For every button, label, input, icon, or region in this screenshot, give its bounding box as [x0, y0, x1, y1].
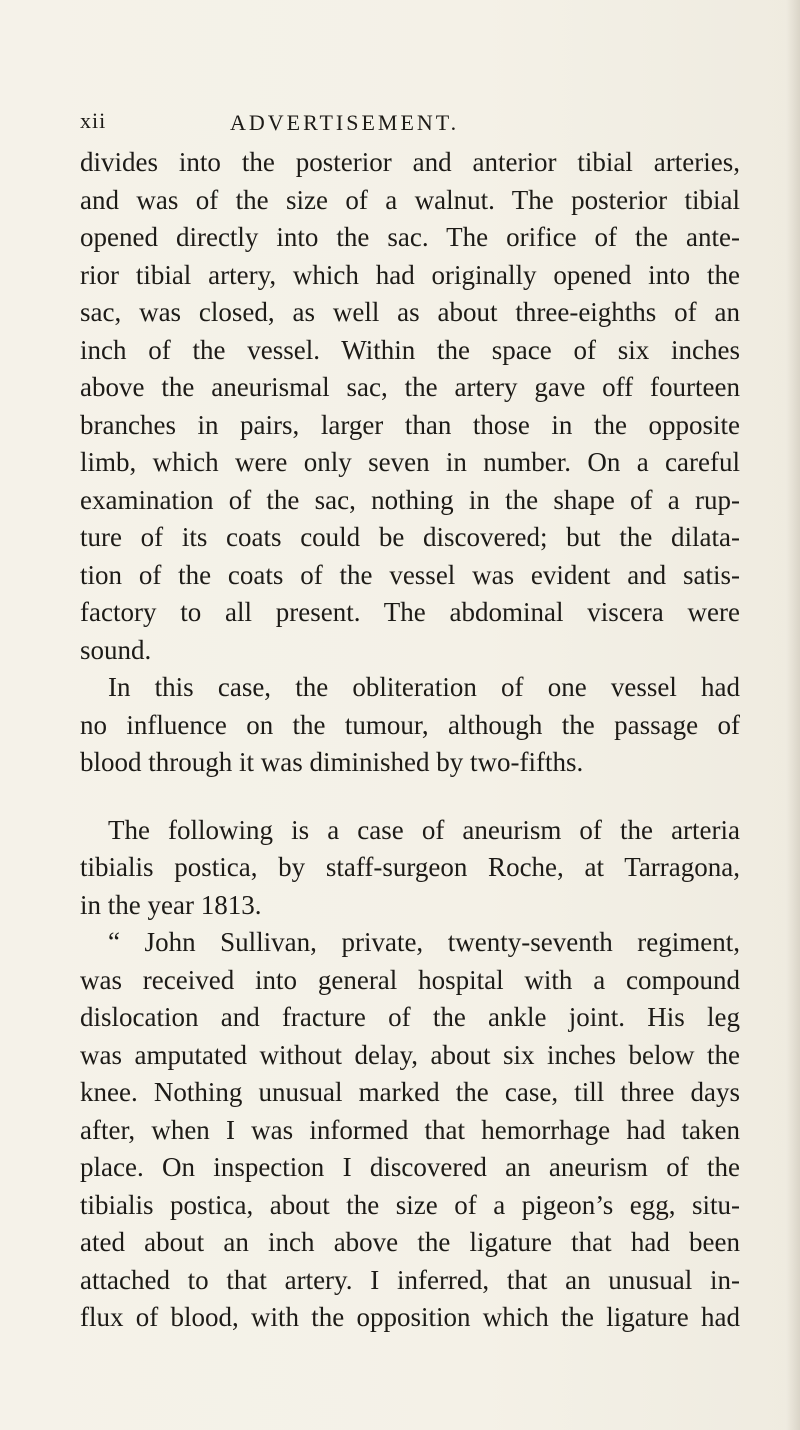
text-line: sound.	[80, 634, 152, 665]
text-line: was received into general hospital with a compound	[80, 964, 740, 995]
page-number: xii	[80, 108, 107, 133]
text-line: divides into the posterior and anterior tibial arteries,	[80, 147, 740, 177]
text-line: in the year 1813.	[80, 889, 262, 920]
text-line: dislocation and fracture of the ankle joint. His leg	[80, 1002, 740, 1032]
text-line: branches in pairs, larger than those in the opposite	[80, 409, 740, 440]
text-line: above the aneurismal sac, the artery gave off fourteen	[80, 372, 740, 402]
text-line: attached to that artery. I inferred, that an unusual in-	[80, 1264, 740, 1295]
running-head: ADVERTISEMENT.	[230, 110, 460, 135]
page-header	[0, 100, 800, 140]
text-line: no influence on the tumour, although the passage of	[80, 709, 740, 740]
text-line: inch of the vessel. Within the space of six inches	[80, 334, 740, 365]
text-line: rior tibial artery, which had originally opened into the	[80, 259, 740, 290]
text-line: ated about an inch above the ligature that had been	[80, 1227, 740, 1257]
text-line: tibialis postica, about the size of a pigeon’s egg, situ-	[80, 1189, 740, 1220]
text-line: place. On inspection I discovered an aneurism of the	[80, 1152, 740, 1182]
text-line: sac, was closed, as well as about three-eighths of an	[80, 297, 740, 327]
text-line: examination of the sac, nothing in the shape of a rup-	[80, 484, 740, 515]
paragraph-spacer	[80, 782, 740, 812]
text-line: blood through it was diminished by two-fifths.	[80, 747, 584, 777]
paragraph	[80, 924, 740, 1337]
text-line: tion of the coats of the vessel was evident and satis-	[80, 559, 740, 590]
text-line: was amputated without delay, about six inches below the	[80, 1039, 740, 1070]
text-line: flux of blood, with the opposition which the ligature had	[80, 1302, 740, 1332]
body-text	[80, 144, 740, 1337]
text-line: ture of its coats could be discovered; but the dilata-	[80, 522, 740, 552]
text-line: The following is a case of aneurism of the arteria	[108, 814, 740, 845]
text-line: limb, which were only seven in number. On a careful	[80, 447, 740, 477]
text-line: “ John Sullivan, private, twenty-seventh regiment,	[108, 927, 740, 957]
page-edge-shadow	[786, 0, 800, 1430]
paragraph	[80, 669, 740, 782]
paragraph	[80, 812, 740, 925]
text-line: opened directly into the sac. The orifice of the ante-	[80, 222, 740, 252]
text-line: and was of the size of a walnut. The posterior tibial	[80, 184, 740, 215]
text-line: after, when I was informed that hemorrhage had taken	[80, 1114, 740, 1145]
text-line: tibialis postica, by staff-surgeon Roche, at Tarragona,	[80, 852, 740, 882]
text-line: knee. Nothing unusual marked the case, till three days	[80, 1077, 740, 1107]
text-line: factory to all present. The abdominal viscera were	[80, 597, 740, 627]
text-line: In this case, the obliteration of one vessel had	[108, 672, 740, 702]
paragraph	[80, 144, 740, 669]
